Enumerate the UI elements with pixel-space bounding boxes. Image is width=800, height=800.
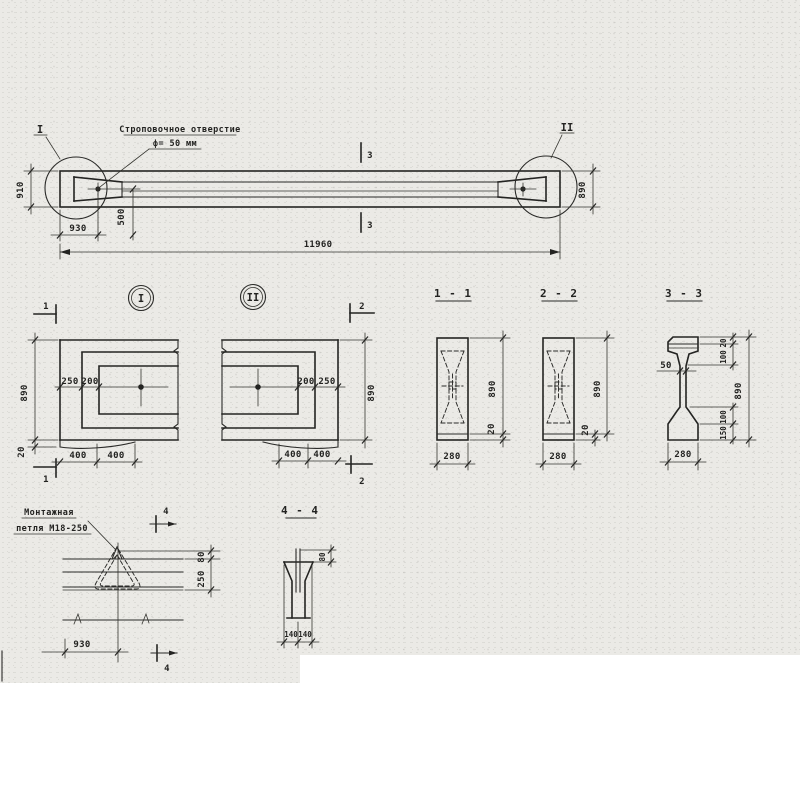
note-leader-line [100,149,149,187]
detail-II-hole-cross [230,369,345,406]
section-3-top-label: 3 [367,151,373,161]
cut-2-marker-bottom [346,456,372,487]
dim-height-right [562,164,600,214]
cut-1-top-label: 1 [43,302,49,312]
detail-II-right-dims [340,333,377,448]
section-1-1-title: 1 - 1 [433,287,473,300]
section-3-3-web-dim [657,361,696,375]
loop-label-line-2: петля М18-250 [16,524,88,534]
beam-inner-lines [122,182,498,197]
detail-I-inset-dims [57,377,102,391]
dim-890-s3: 890 [734,382,744,400]
section-2-2-hidden-profile [547,351,570,423]
dim-500: 500 [117,208,127,226]
section-2-2-view [536,287,614,470]
detail-I-left-dims [17,333,58,458]
dim-890-detail-I: 890 [20,384,30,402]
cut-2-top-label: 2 [359,302,365,312]
cut-2-bottom-label: 2 [359,477,365,487]
section-4-4-title: 4 - 4 [280,504,320,517]
section-4-4-outline [284,562,313,618]
strop-hole-note [100,125,241,187]
note-line-1: Строповочное отверстие [119,125,241,135]
dim-20-s1: 20 [487,423,497,435]
dim-total-length [60,210,560,259]
section-3-3-outline [668,337,698,440]
loop-leader-line [88,521,116,550]
section-3-markers [361,143,373,232]
dim-20-s3: 20 [719,338,728,348]
dim-20-detail-I: 20 [17,446,27,458]
dim-100-top-s3: 100 [719,350,728,364]
cut-4-marker-top [150,507,176,532]
detail-II-callout-label: II [246,292,260,304]
loop-label-line-1: Монтажная [24,508,74,518]
cut-1-marker-bottom [34,459,56,485]
dim-280-s3: 280 [674,450,692,460]
dim-890-s1: 890 [488,380,498,398]
dim-400a-right: 400 [284,450,302,460]
dim-250-right: 250 [318,377,336,387]
section-4-4-top-dim [300,545,336,567]
dim-150-s3: 150 [719,426,728,440]
dim-930-loop: 930 [73,640,91,650]
dim-890-detail-II: 890 [367,384,377,402]
detail-I-outline [60,340,178,448]
detail-I-callout-label: I [137,293,145,305]
section-1-1-dims [430,331,510,470]
cut-1-bottom-label: 1 [43,475,49,485]
dim-250-loop: 250 [197,570,207,588]
dim-400b-right: 400 [313,450,331,460]
dim-250-left: 250 [61,377,79,387]
note-line-2: ф= 50 мм [152,139,198,149]
dim-100-bottom-s3: 100 [719,410,728,424]
dim-890-s2: 890 [593,380,603,398]
dim-50-s3: 50 [660,361,672,371]
loop-wire-section [296,549,300,592]
section-3-bottom-label: 3 [367,221,373,231]
dim-280-s2: 280 [549,452,567,462]
detail-II-outline [222,340,338,448]
elevation-view [16,122,600,259]
section-3-3-height-dim [700,330,756,447]
detail-I-hole-cross [55,369,168,406]
loop-triangle [95,547,140,589]
dim-140-left: 140 [284,630,298,639]
dim-80-loop: 80 [197,551,207,563]
detail-I-callout [129,286,154,311]
dim-890: 890 [578,181,588,199]
section-3-3-title: 3 - 3 [664,287,704,300]
section-1-1-hidden-profile [441,351,464,423]
section-4-4-view [277,504,336,648]
dim-910: 910 [16,181,26,199]
callout-I-label: I [36,124,44,136]
callout-II-label: II [560,122,574,134]
dim-11960: 11960 [303,240,333,250]
dim-200-left: 200 [81,377,99,387]
cut-1-marker-top [34,302,56,323]
detail-I-view [17,286,178,486]
callout-I [34,124,60,159]
detail-II-inset-dims [295,377,341,391]
dim-80-s4: 80 [318,552,327,562]
loop-label [14,508,116,550]
cut-4-marker-bottom [151,645,177,674]
dim-400b-left: 400 [107,451,125,461]
callout-II [551,122,574,158]
dim-hole-drop [117,186,136,241]
section-1-1-view [430,287,510,470]
cut-4-bottom-label: 4 [164,664,170,674]
detail-II-callout [241,285,266,310]
loop-offset-dim [42,639,128,658]
dim-280-s1: 280 [443,452,461,462]
detail-II-view [222,285,377,488]
dim-140-right: 140 [298,630,312,639]
dim-930: 930 [69,224,87,234]
right-lifting-pocket [498,177,546,201]
section-3-3-width-dim [660,443,706,470]
cut-2-marker-top [350,302,374,322]
dim-400a-left: 400 [69,451,87,461]
dim-20-s2: 20 [581,424,591,436]
section-3-3-view [657,287,756,470]
section-2-2-title: 2 - 2 [539,287,579,300]
section-4-4-bottom-dims [277,565,319,648]
mounting-loop-detail [14,507,220,674]
cut-4-top-label: 4 [163,507,169,517]
dim-200-right: 200 [297,377,315,387]
